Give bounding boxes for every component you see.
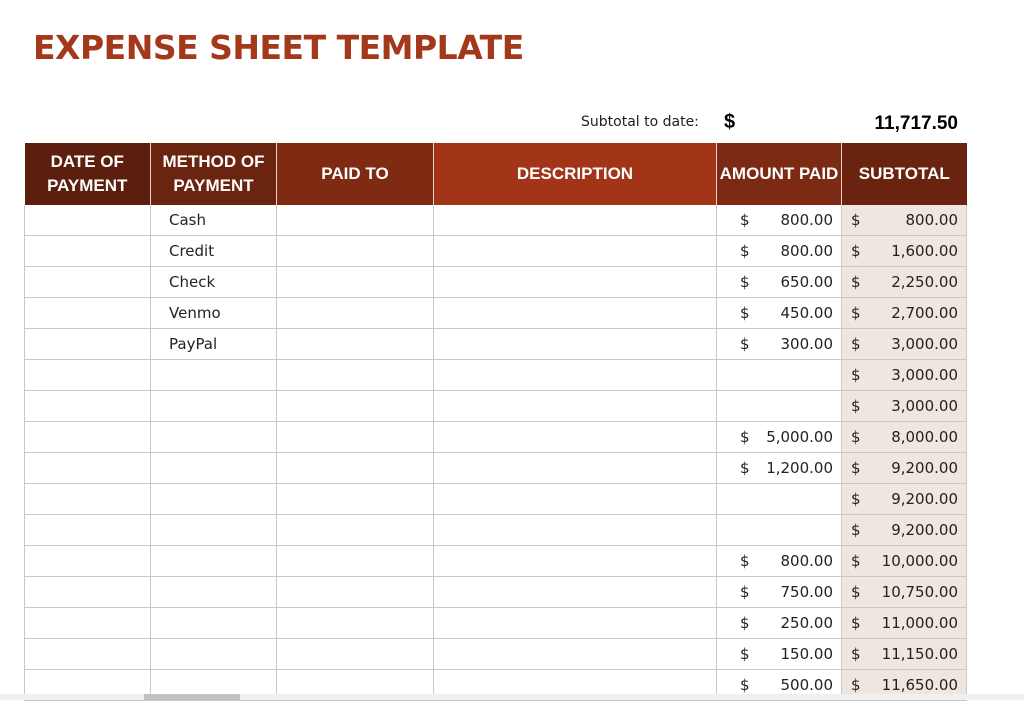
subtotal-to-date-value[interactable]: 11,717.50 bbox=[874, 113, 958, 134]
subtotal-cell[interactable] bbox=[842, 453, 967, 484]
subtotal-cell-amount: 11,000.00 bbox=[881, 614, 958, 632]
table-row bbox=[25, 422, 967, 453]
currency-symbol: $ bbox=[851, 273, 861, 291]
header-subtotal[interactable]: SUBTOTAL bbox=[842, 143, 967, 205]
subtotal-cell-amount: 10,000.00 bbox=[881, 552, 958, 570]
date-cell[interactable] bbox=[25, 298, 151, 329]
currency-symbol: $ bbox=[740, 211, 750, 229]
subtotal-cell-amount: 3,000.00 bbox=[891, 397, 958, 415]
subtotal-cell-value bbox=[842, 552, 966, 570]
currency-symbol: $ bbox=[851, 397, 861, 415]
currency-symbol: $ bbox=[851, 459, 861, 477]
currency-symbol: $ bbox=[740, 242, 750, 260]
method-cell[interactable] bbox=[151, 608, 277, 639]
currency-symbol: $ bbox=[740, 273, 750, 291]
paid-to-cell[interactable] bbox=[277, 515, 434, 546]
method-cell[interactable]: Cash bbox=[151, 205, 277, 236]
amount-cell[interactable] bbox=[717, 453, 842, 484]
amount-cell-value bbox=[717, 614, 841, 632]
subtotal-cell-value bbox=[842, 242, 966, 260]
subtotal-to-date-currency: $ bbox=[724, 111, 736, 133]
method-cell[interactable]: PayPal bbox=[151, 329, 277, 360]
paid-to-cell[interactable] bbox=[277, 639, 434, 670]
subtotal-cell-value bbox=[842, 211, 966, 229]
subtotal-cell-amount: 8,000.00 bbox=[891, 428, 958, 446]
amount-cell-amount: 300.00 bbox=[780, 335, 833, 353]
scrollbar-thumb[interactable] bbox=[144, 694, 240, 700]
amount-cell-amount: 650.00 bbox=[780, 273, 833, 291]
subtotal-cell-amount: 10,750.00 bbox=[881, 583, 958, 601]
amount-cell-amount: 750.00 bbox=[780, 583, 833, 601]
amount-cell-value bbox=[717, 211, 841, 229]
amount-cell-amount: 150.00 bbox=[780, 645, 833, 663]
date-cell[interactable] bbox=[25, 484, 151, 515]
date-cell[interactable] bbox=[25, 577, 151, 608]
table-row bbox=[25, 267, 967, 298]
date-cell[interactable] bbox=[25, 515, 151, 546]
currency-symbol: $ bbox=[851, 335, 861, 353]
currency-symbol: $ bbox=[851, 211, 861, 229]
date-cell[interactable] bbox=[25, 639, 151, 670]
date-cell[interactable] bbox=[25, 236, 151, 267]
currency-symbol: $ bbox=[851, 552, 861, 570]
description-cell[interactable] bbox=[434, 391, 717, 422]
subtotal-cell-value bbox=[842, 583, 966, 601]
description-cell[interactable] bbox=[434, 608, 717, 639]
currency-symbol: $ bbox=[740, 335, 750, 353]
description-cell[interactable] bbox=[434, 515, 717, 546]
description-cell[interactable] bbox=[434, 267, 717, 298]
amount-cell-amount: 450.00 bbox=[780, 304, 833, 322]
amount-cell-value bbox=[717, 583, 841, 601]
currency-symbol: $ bbox=[851, 645, 861, 663]
subtotal-cell[interactable] bbox=[842, 608, 967, 639]
amount-cell-amount: 800.00 bbox=[780, 211, 833, 229]
paid-to-cell[interactable] bbox=[277, 267, 434, 298]
method-cell[interactable] bbox=[151, 391, 277, 422]
date-cell[interactable] bbox=[25, 422, 151, 453]
amount-cell[interactable] bbox=[717, 205, 842, 236]
amount-cell[interactable] bbox=[717, 515, 842, 546]
currency-symbol: $ bbox=[851, 521, 861, 539]
amount-cell-value bbox=[717, 676, 841, 694]
subtotal-cell-value bbox=[842, 614, 966, 632]
amount-cell-value bbox=[717, 645, 841, 663]
description-cell[interactable] bbox=[434, 236, 717, 267]
subtotal-cell[interactable] bbox=[842, 236, 967, 267]
currency-symbol: $ bbox=[851, 583, 861, 601]
currency-symbol: $ bbox=[740, 552, 750, 570]
subtotal-cell-value bbox=[842, 428, 966, 446]
amount-cell-value bbox=[717, 304, 841, 322]
subtotal-cell-value bbox=[842, 521, 966, 539]
amount-cell-value bbox=[717, 242, 841, 260]
description-cell[interactable] bbox=[434, 453, 717, 484]
currency-symbol: $ bbox=[740, 614, 750, 632]
amount-cell[interactable] bbox=[717, 422, 842, 453]
currency-symbol: $ bbox=[851, 242, 861, 260]
method-cell[interactable] bbox=[151, 546, 277, 577]
date-cell[interactable] bbox=[25, 205, 151, 236]
description-cell[interactable] bbox=[434, 422, 717, 453]
subtotal-cell-value bbox=[842, 304, 966, 322]
amount-cell[interactable] bbox=[717, 391, 842, 422]
amount-cell-amount: 1,200.00 bbox=[766, 459, 833, 477]
subtotal-to-date-label: Subtotal to date: bbox=[581, 114, 699, 130]
amount-cell-value bbox=[717, 459, 841, 477]
date-cell[interactable] bbox=[25, 329, 151, 360]
header-date-of-payment[interactable]: DATE OF PAYMENT bbox=[25, 143, 151, 205]
amount-cell[interactable] bbox=[717, 577, 842, 608]
paid-to-cell[interactable] bbox=[277, 484, 434, 515]
amount-cell-amount: 5,000.00 bbox=[766, 428, 833, 446]
header-paid-to[interactable]: PAID TO bbox=[277, 143, 434, 205]
subtotal-cell[interactable] bbox=[842, 546, 967, 577]
subtotal-cell-amount: 3,000.00 bbox=[891, 335, 958, 353]
table-row bbox=[25, 298, 967, 329]
amount-cell[interactable] bbox=[717, 298, 842, 329]
subtotal-cell[interactable] bbox=[842, 267, 967, 298]
method-cell[interactable]: Credit bbox=[151, 236, 277, 267]
amount-cell[interactable] bbox=[717, 267, 842, 298]
paid-to-cell[interactable] bbox=[277, 391, 434, 422]
currency-symbol: $ bbox=[740, 428, 750, 446]
header-amount-paid[interactable]: AMOUNT PAID bbox=[717, 143, 842, 205]
method-cell[interactable]: Venmo bbox=[151, 298, 277, 329]
description-cell[interactable] bbox=[434, 484, 717, 515]
date-cell[interactable] bbox=[25, 267, 151, 298]
currency-symbol: $ bbox=[851, 366, 861, 384]
subtotal-cell-amount: 800.00 bbox=[905, 211, 958, 229]
paid-to-cell[interactable] bbox=[277, 205, 434, 236]
paid-to-cell[interactable] bbox=[277, 453, 434, 484]
amount-cell[interactable] bbox=[717, 360, 842, 391]
date-cell[interactable] bbox=[25, 391, 151, 422]
table-row bbox=[25, 391, 967, 422]
method-cell[interactable] bbox=[151, 484, 277, 515]
method-cell[interactable] bbox=[151, 515, 277, 546]
header-method-of-payment[interactable]: METHOD OF PAYMENT bbox=[151, 143, 277, 205]
subtotal-cell-amount: 9,200.00 bbox=[891, 490, 958, 508]
description-cell[interactable] bbox=[434, 205, 717, 236]
page-title: EXPENSE SHEET TEMPLATE bbox=[33, 28, 524, 67]
subtotal-cell[interactable] bbox=[842, 484, 967, 515]
amount-cell-amount: 500.00 bbox=[780, 676, 833, 694]
table-row bbox=[25, 515, 967, 546]
table-row bbox=[25, 236, 967, 267]
amount-cell-amount: 800.00 bbox=[780, 552, 833, 570]
subtotal-cell-value bbox=[842, 366, 966, 384]
table-row bbox=[25, 608, 967, 639]
subtotal-cell-value bbox=[842, 645, 966, 663]
currency-symbol: $ bbox=[851, 428, 861, 446]
subtotal-cell[interactable] bbox=[842, 298, 967, 329]
currency-symbol: $ bbox=[851, 304, 861, 322]
expense-table bbox=[24, 143, 967, 701]
method-cell[interactable] bbox=[151, 360, 277, 391]
subtotal-cell-value bbox=[842, 490, 966, 508]
subtotal-cell-amount: 1,600.00 bbox=[891, 242, 958, 260]
currency-symbol: $ bbox=[740, 304, 750, 322]
amount-cell-value bbox=[717, 428, 841, 446]
currency-symbol: $ bbox=[851, 614, 861, 632]
currency-symbol: $ bbox=[740, 645, 750, 663]
amount-cell[interactable] bbox=[717, 546, 842, 577]
paid-to-cell[interactable] bbox=[277, 422, 434, 453]
table-row bbox=[25, 360, 967, 391]
subtotal-cell[interactable] bbox=[842, 639, 967, 670]
currency-symbol: $ bbox=[740, 676, 750, 694]
table-row bbox=[25, 205, 967, 236]
description-cell[interactable] bbox=[434, 546, 717, 577]
amount-cell-value bbox=[717, 273, 841, 291]
amount-cell-amount: 800.00 bbox=[780, 242, 833, 260]
date-cell[interactable] bbox=[25, 608, 151, 639]
method-cell[interactable] bbox=[151, 453, 277, 484]
description-cell[interactable] bbox=[434, 577, 717, 608]
paid-to-cell[interactable] bbox=[277, 360, 434, 391]
subtotal-cell-value bbox=[842, 397, 966, 415]
amount-cell[interactable] bbox=[717, 236, 842, 267]
table-row bbox=[25, 329, 967, 360]
header-row bbox=[25, 143, 967, 205]
date-cell[interactable] bbox=[25, 453, 151, 484]
amount-cell-value bbox=[717, 335, 841, 353]
currency-symbol: $ bbox=[851, 490, 861, 508]
subtotal-cell-value bbox=[842, 676, 966, 694]
description-cell[interactable] bbox=[434, 360, 717, 391]
subtotal-cell-amount: 9,200.00 bbox=[891, 459, 958, 477]
subtotal-cell-amount: 11,650.00 bbox=[881, 676, 958, 694]
subtotal-cell[interactable] bbox=[842, 577, 967, 608]
subtotal-cell-amount: 3,000.00 bbox=[891, 366, 958, 384]
subtotal-cell-value bbox=[842, 335, 966, 353]
description-cell[interactable] bbox=[434, 639, 717, 670]
amount-cell[interactable] bbox=[717, 484, 842, 515]
table-row bbox=[25, 484, 967, 515]
description-cell[interactable] bbox=[434, 298, 717, 329]
header-description[interactable]: DESCRIPTION bbox=[434, 143, 717, 205]
date-cell[interactable] bbox=[25, 360, 151, 391]
method-cell[interactable] bbox=[151, 422, 277, 453]
subtotal-cell-amount: 2,700.00 bbox=[891, 304, 958, 322]
subtotal-cell[interactable] bbox=[842, 515, 967, 546]
table-row bbox=[25, 546, 967, 577]
expense-rows bbox=[25, 205, 967, 701]
subtotal-cell[interactable] bbox=[842, 329, 967, 360]
subtotal-cell[interactable] bbox=[842, 422, 967, 453]
table-row bbox=[25, 577, 967, 608]
subtotal-cell[interactable] bbox=[842, 205, 967, 236]
description-cell[interactable] bbox=[434, 329, 717, 360]
amount-cell-value bbox=[717, 552, 841, 570]
currency-symbol: $ bbox=[740, 583, 750, 601]
method-cell[interactable]: Check bbox=[151, 267, 277, 298]
subtotal-cell[interactable] bbox=[842, 360, 967, 391]
subtotal-cell[interactable] bbox=[842, 391, 967, 422]
method-cell[interactable] bbox=[151, 639, 277, 670]
paid-to-cell[interactable] bbox=[277, 546, 434, 577]
subtotal-cell-amount: 11,150.00 bbox=[881, 645, 958, 663]
currency-symbol: $ bbox=[851, 676, 861, 694]
amount-cell[interactable] bbox=[717, 329, 842, 360]
horizontal-scrollbar[interactable] bbox=[0, 694, 1024, 700]
subtotal-cell-value bbox=[842, 459, 966, 477]
table-row bbox=[25, 453, 967, 484]
table-row bbox=[25, 639, 967, 670]
paid-to-cell[interactable] bbox=[277, 298, 434, 329]
subtotal-cell-value bbox=[842, 273, 966, 291]
amount-cell-amount: 250.00 bbox=[780, 614, 833, 632]
paid-to-cell[interactable] bbox=[277, 236, 434, 267]
date-cell[interactable] bbox=[25, 546, 151, 577]
method-cell[interactable] bbox=[151, 577, 277, 608]
amount-cell[interactable] bbox=[717, 608, 842, 639]
paid-to-cell[interactable] bbox=[277, 608, 434, 639]
amount-cell[interactable] bbox=[717, 639, 842, 670]
currency-symbol: $ bbox=[740, 459, 750, 477]
subtotal-cell-amount: 2,250.00 bbox=[891, 273, 958, 291]
paid-to-cell[interactable] bbox=[277, 577, 434, 608]
subtotal-cell-amount: 9,200.00 bbox=[891, 521, 958, 539]
paid-to-cell[interactable] bbox=[277, 329, 434, 360]
